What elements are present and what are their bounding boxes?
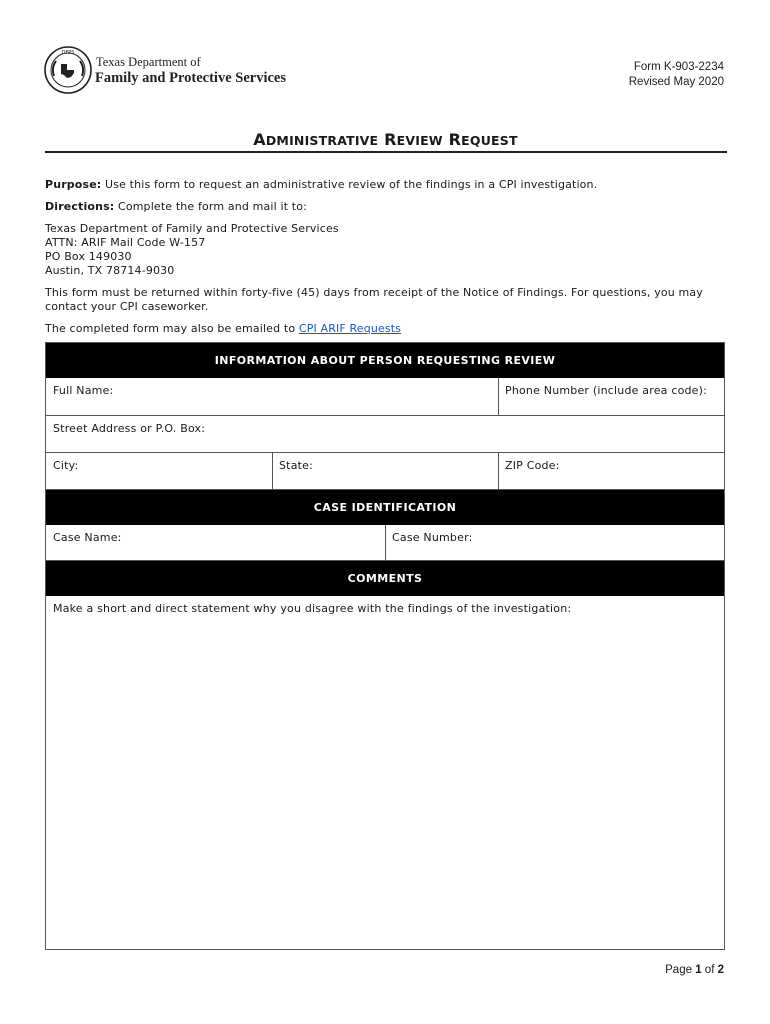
address-line: ATTN: ARIF Mail Code W-157 <box>45 236 206 249</box>
street-address-field[interactable]: Street Address or P.O. Box: <box>46 416 724 453</box>
page-number: Page 1 of 2 <box>665 964 724 976</box>
purpose-paragraph <box>45 178 597 192</box>
cpi-arif-requests-link[interactable]: CPI ARIF Requests <box>298 322 402 335</box>
phone-number-field[interactable]: Phone Number (include area code): <box>498 378 724 416</box>
state-field[interactable]: State: <box>272 453 498 490</box>
case-identification-header: CASE IDENTIFICATION <box>46 490 724 525</box>
cell-divider <box>272 453 273 490</box>
agency-name-line2: Family and Protective Services <box>95 70 286 86</box>
form-identifier <box>629 60 724 90</box>
comments-textarea[interactable]: Make a short and direct statement why you disagree with the findings of the investigation: <box>53 602 572 615</box>
dfps-seal-logo <box>44 46 92 94</box>
address-line: Texas Department of Family and Protective Services <box>45 222 339 235</box>
purpose-text: Use this form to request an administrative review of the findings in a CPI investigation. <box>105 178 598 191</box>
return-deadline-note: This form must be returned within forty-five (45) days from receipt of the Notice of Findings. For questions, you may contact your CPI caseworker. <box>45 286 703 313</box>
address-line: PO Box 149030 <box>45 250 132 263</box>
directions-text: Complete the form and mail it to: <box>117 200 308 213</box>
title-divider <box>45 151 727 153</box>
full-name-field[interactable]: Full Name: <box>46 378 498 416</box>
form-number: Form K-903-2234 <box>633 61 724 73</box>
cell-divider <box>385 525 386 561</box>
cell-divider <box>498 378 499 416</box>
page-title: ADMINISTRATIVE REVIEW REQUEST <box>253 130 518 149</box>
form-revised-date: Revised May 2020 <box>628 76 724 88</box>
directions-paragraph <box>45 200 307 214</box>
email-note: The completed form may also be emailed to CPI ARIF Requests <box>45 322 402 335</box>
address-line: Austin, TX 78714-9030 <box>45 264 175 277</box>
cell-divider <box>498 453 499 490</box>
city-field[interactable]: City: <box>46 453 272 490</box>
zip-code-field[interactable]: ZIP Code: <box>498 453 724 490</box>
directions-label: Directions: <box>45 200 115 213</box>
agency-name-line1: Texas Department of <box>96 55 201 69</box>
case-name-field[interactable]: Case Name: <box>46 525 385 561</box>
comments-section-header: COMMENTS <box>46 561 724 596</box>
svg-text:DFPS: DFPS <box>61 50 75 56</box>
case-number-field[interactable]: Case Number: <box>385 525 724 561</box>
requester-section-header: INFORMATION ABOUT PERSON REQUESTING REVIEW <box>46 343 724 378</box>
mailing-address <box>45 222 339 278</box>
request-form-table <box>45 342 725 950</box>
purpose-label: Purpose: <box>45 178 102 191</box>
